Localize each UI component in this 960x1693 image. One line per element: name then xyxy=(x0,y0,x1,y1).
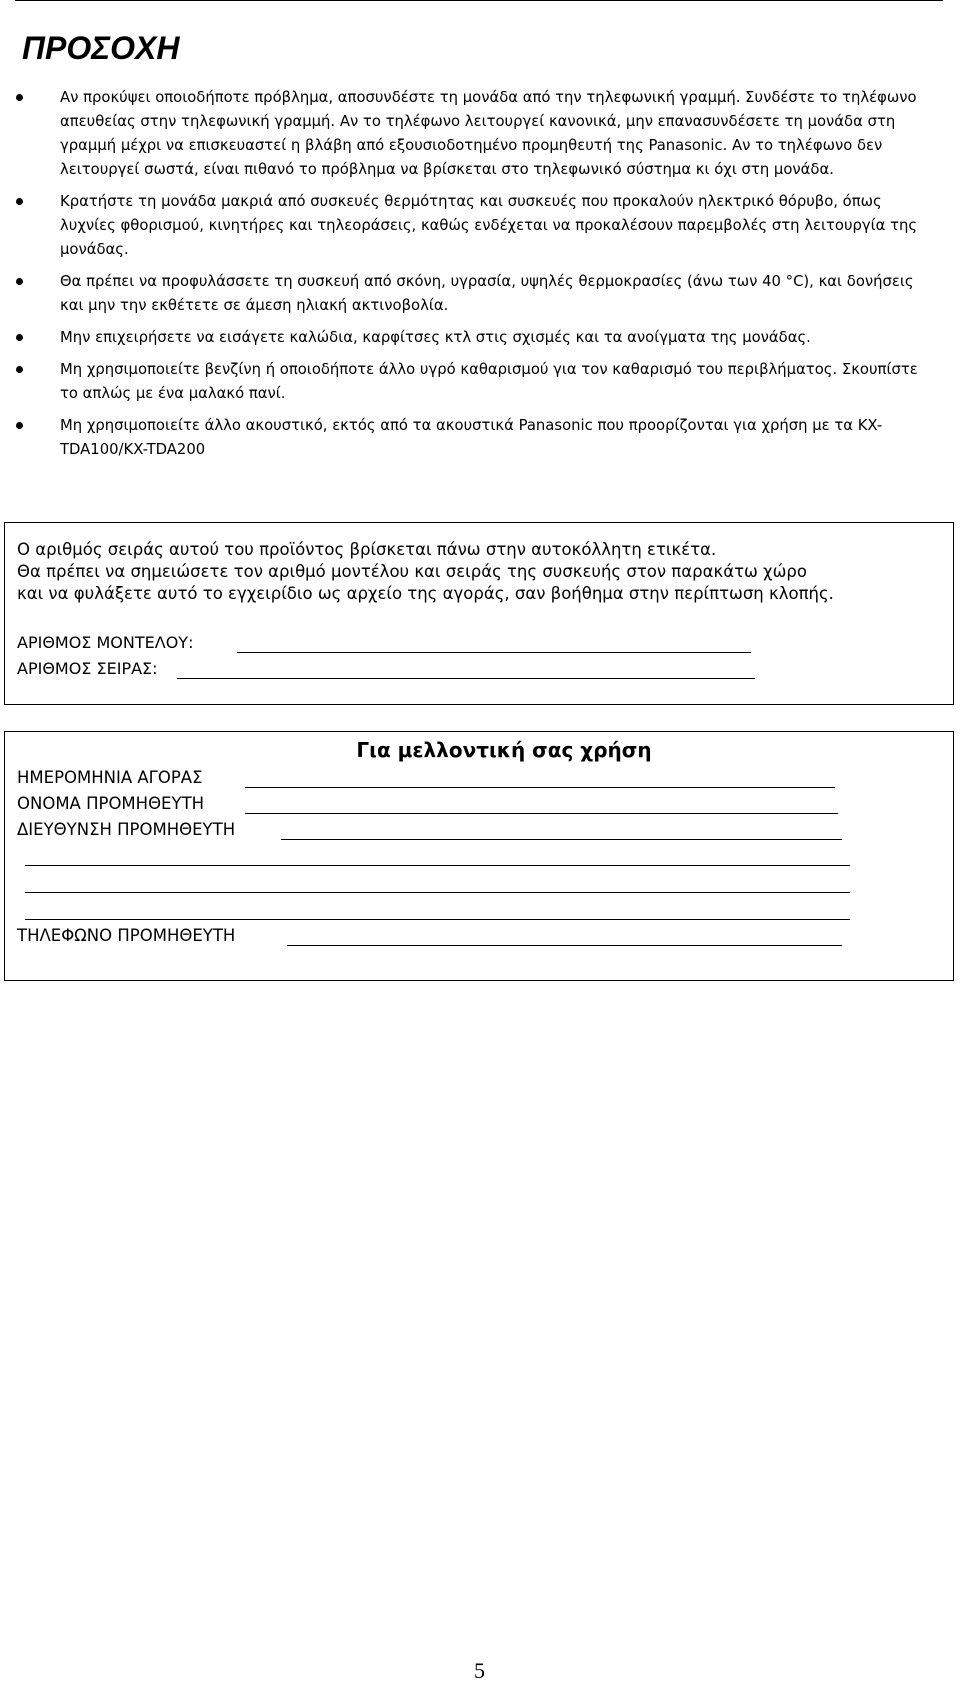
list-item-text: Θα πρέπει να προφυλάσσετε τη συσκευή από σκόνη, υγρασία, υψηλές θερμοκρασίες (άνω των 40 °C), και δονήσεις και μην την εκθέτετε σε άμεση ηλιακή ακτινοβολία. xyxy=(60,273,914,314)
supplier-name-input-line[interactable] xyxy=(245,813,838,814)
serial-number-field xyxy=(17,659,158,679)
bullet-icon xyxy=(16,366,23,373)
bullet-icon xyxy=(16,278,23,285)
serial-number-label: ΑΡΙΘΜΟΣ ΣΕΙΡΑΣ: xyxy=(17,659,158,678)
supplier-name-field xyxy=(17,794,204,814)
caution-list xyxy=(16,86,938,470)
future-use-box xyxy=(4,731,954,981)
purchase-date-label: ΗΜΕΡΟΜΗΝΙΑ ΑΓΟΡΑΣ xyxy=(17,768,203,787)
serial-note-line-3: και να φυλάξετε αυτό το εγχειρίδιο ως αρχείο της αγοράς, σαν βοήθημα στην περίπτωση κλοπής. xyxy=(17,584,834,603)
list-item xyxy=(16,358,938,406)
bullet-icon xyxy=(16,334,23,341)
future-use-title: Για μελλοντική σας χρήση xyxy=(356,738,652,762)
model-number-field xyxy=(17,633,193,653)
list-item xyxy=(16,270,938,318)
model-number-input-line[interactable] xyxy=(237,652,751,653)
list-item xyxy=(16,190,938,262)
list-item xyxy=(16,86,938,182)
serial-number-box xyxy=(4,522,954,705)
bullet-icon xyxy=(16,198,23,205)
model-number-label: ΑΡΙΘΜΟΣ ΜΟΝΤΕΛΟΥ: xyxy=(17,633,194,652)
supplier-address-extra-line[interactable] xyxy=(25,892,850,893)
supplier-address-label: ΔΙΕΥΘΥΝΣΗ ΠΡΟΜΗΘΕΥΤΗ xyxy=(17,820,236,839)
list-item xyxy=(16,414,938,462)
supplier-address-extra-line[interactable] xyxy=(25,919,850,920)
bullet-icon xyxy=(16,94,23,101)
page-title: ΠΡΟΣΟΧΗ xyxy=(22,30,180,66)
supplier-phone-input-line[interactable] xyxy=(287,945,842,946)
serial-note-line-2: Θα πρέπει να σημειώσετε τον αριθμό μοντέλου και σειράς της συσκευής στον παρακάτω χώρο xyxy=(17,562,807,581)
bullet-icon xyxy=(16,422,23,429)
supplier-phone-label: ΤΗΛΕΦΩΝΟ ΠΡΟΜΗΘΕΥΤΗ xyxy=(17,926,236,945)
page-number: 5 xyxy=(474,1658,485,1683)
list-item-text: Κρατήστε τη μονάδα μακριά από συσκευές θερμότητας και συσκευές που προκαλούν ηλεκτρικό θόρυβο, όπως λυχνίες φθορισμού, κινητήρες και τηλεοράσεις, καθώς ενδέχεται να προκαλέσουν παρεμβολές στη λειτουργία της μονάδας. xyxy=(60,193,918,258)
list-item-text: Μη χρησιμοποιείτε βενζίνη ή οποιοδήποτε άλλο υγρό καθαρισμού για τον καθαρισμό του περιβλήματος. Σκουπίστε το απλώς με ένα μαλακό πανί. xyxy=(60,361,918,402)
purchase-date-field xyxy=(17,768,203,788)
list-item xyxy=(16,326,938,350)
serial-number-input-line[interactable] xyxy=(177,678,755,679)
list-item-text: Μην επιχειρήσετε να εισάγετε καλώδια, καρφίτσες κτλ στις σχισμές και τα ανοίγματα της μονάδας. xyxy=(60,329,811,346)
supplier-phone-field xyxy=(17,926,235,946)
purchase-date-input-line[interactable] xyxy=(245,787,835,788)
supplier-name-label: ΟΝΟΜΑ ΠΡΟΜΗΘΕΥΤΗ xyxy=(17,794,205,813)
supplier-address-input-line[interactable] xyxy=(281,839,842,840)
supplier-address-field xyxy=(17,820,235,840)
top-rule xyxy=(15,0,943,1)
list-item-text: Αν προκύψει οποιοδήποτε πρόβλημα, αποσυνδέστε τη μονάδα από την τηλεφωνική γραμμή. Συνδέστε το τηλέφωνο απευθείας στην τηλεφωνική γραμμή. Αν το τηλέφωνο λειτουργεί κανονικά, μην επανασυνδέσετε τη μονάδα στη γραμμή μέχρι να επισκευαστεί η βλάβη από εξουσιοδοτημένο προμηθευτή της Panasonic. Αν το τηλέφωνο δεν λειτουργεί σωστά, είναι πιθανό το πρόβλημα να βρίσκεται στο τηλεφωνικό σύστημα κι όχι στη μονάδα. xyxy=(60,89,917,178)
supplier-address-extra-line[interactable] xyxy=(25,865,850,866)
serial-note-line-1: Ο αριθμός σειράς αυτού του προϊόντος βρίσκεται πάνω στην αυτοκόλλητη ετικέτα. xyxy=(17,540,717,559)
list-item-text: Μη χρησιμοποιείτε άλλο ακουστικό, εκτός από τα ακουστικά Panasonic που προορίζονται για χρήση με τα KX-TDA100/KX-TDA200 xyxy=(60,417,883,458)
